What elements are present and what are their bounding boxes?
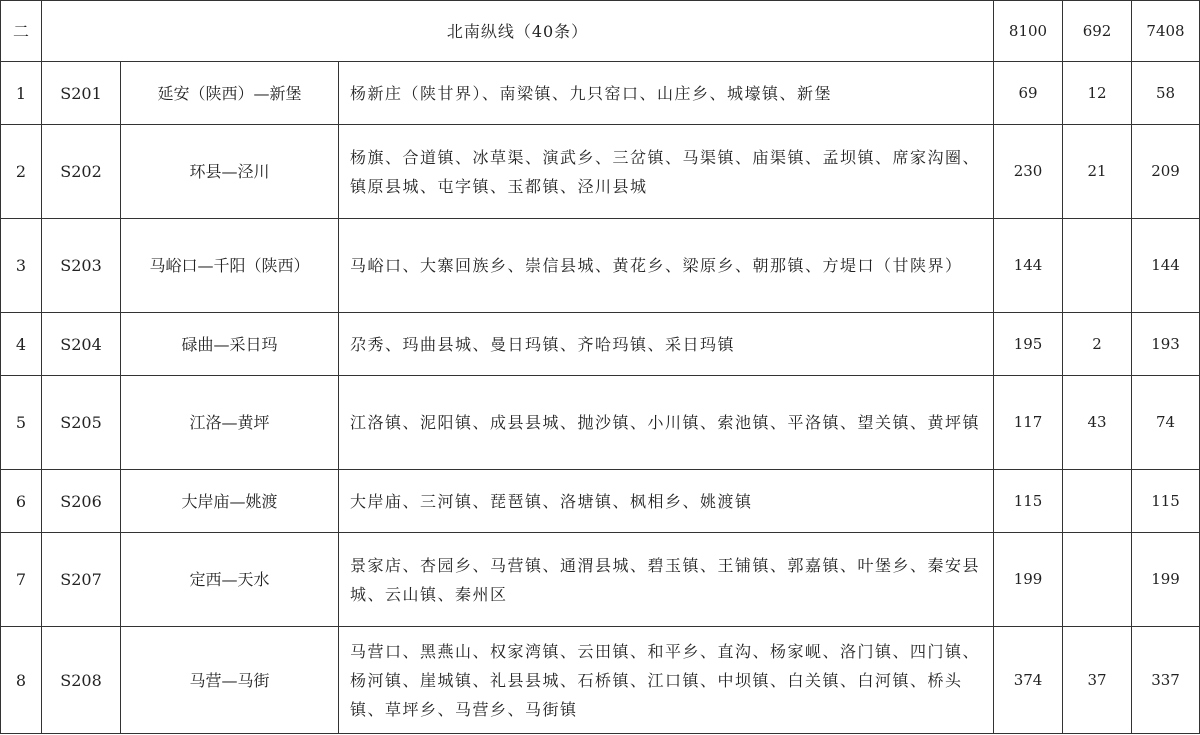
row-number: 5 <box>1 376 42 470</box>
section-title: 北南纵线（40条） <box>42 1 994 62</box>
road-name: 江洛—黄坪 <box>121 376 339 470</box>
road-code: S202 <box>42 125 121 219</box>
road-part-a <box>1063 219 1132 313</box>
road-code: S205 <box>42 376 121 470</box>
road-route: 大岸庙、三河镇、琵琶镇、洛塘镇、枫相乡、姚渡镇 <box>339 470 994 533</box>
road-part-a: 12 <box>1063 62 1132 125</box>
road-name: 延安（陕西）—新堡 <box>121 62 339 125</box>
row-number: 2 <box>1 125 42 219</box>
table-row <box>1 62 1200 125</box>
row-number: 7 <box>1 533 42 627</box>
road-route: 杨旗、合道镇、冰草渠、演武乡、三岔镇、马渠镇、庙渠镇、孟坝镇、席家沟圈、镇原县城、屯字镇、玉都镇、泾川县城 <box>339 125 994 219</box>
section-total: 8100 <box>994 1 1063 62</box>
road-total: 230 <box>994 125 1063 219</box>
section-part-a: 692 <box>1063 1 1132 62</box>
road-total: 115 <box>994 470 1063 533</box>
road-route: 尕秀、玛曲县城、曼日玛镇、齐哈玛镇、采日玛镇 <box>339 313 994 376</box>
road-route: 杨新庄（陕甘界）、南梁镇、九只窑口、山庄乡、城壕镇、新堡 <box>339 62 994 125</box>
table-row <box>1 533 1200 627</box>
section-index: 二 <box>1 1 42 62</box>
table-row <box>1 125 1200 219</box>
road-total: 374 <box>994 627 1063 734</box>
row-number: 3 <box>1 219 42 313</box>
road-route: 马峪口、大寨回族乡、崇信县城、黄花乡、梁原乡、朝那镇、方堤口（甘陕界） <box>339 219 994 313</box>
road-part-a <box>1063 533 1132 627</box>
row-number: 4 <box>1 313 42 376</box>
road-part-b: 74 <box>1132 376 1200 470</box>
road-name: 碌曲—采日玛 <box>121 313 339 376</box>
road-part-a: 37 <box>1063 627 1132 734</box>
road-code: S206 <box>42 470 121 533</box>
road-code: S208 <box>42 627 121 734</box>
road-total: 144 <box>994 219 1063 313</box>
table-row <box>1 627 1200 734</box>
section-header-row <box>1 1 1200 62</box>
table-row <box>1 376 1200 470</box>
section-part-b: 7408 <box>1132 1 1200 62</box>
road-part-b: 337 <box>1132 627 1200 734</box>
road-name: 定西—天水 <box>121 533 339 627</box>
road-total: 117 <box>994 376 1063 470</box>
road-route: 马营口、黑燕山、权家湾镇、云田镇、和平乡、直沟、杨家岘、洛门镇、四门镇、杨河镇、崖城镇、礼县县城、石桥镇、江口镇、中坝镇、白关镇、白河镇、桥头镇、草坪乡、马营乡、马街镇 <box>339 627 994 734</box>
row-number: 6 <box>1 470 42 533</box>
road-code: S204 <box>42 313 121 376</box>
road-name: 马营—马街 <box>121 627 339 734</box>
road-part-a: 43 <box>1063 376 1132 470</box>
road-code: S203 <box>42 219 121 313</box>
table-row <box>1 470 1200 533</box>
road-code: S201 <box>42 62 121 125</box>
road-code: S207 <box>42 533 121 627</box>
road-part-a <box>1063 470 1132 533</box>
road-part-a: 2 <box>1063 313 1132 376</box>
road-route: 景家店、杏园乡、马营镇、通渭县城、碧玉镇、王铺镇、郭嘉镇、叶堡乡、秦安县城、云山镇、秦州区 <box>339 533 994 627</box>
row-number: 8 <box>1 627 42 734</box>
road-part-b: 193 <box>1132 313 1200 376</box>
table-row <box>1 313 1200 376</box>
road-total: 195 <box>994 313 1063 376</box>
road-part-b: 209 <box>1132 125 1200 219</box>
road-name: 环县—泾川 <box>121 125 339 219</box>
table-row <box>1 219 1200 313</box>
road-part-b: 144 <box>1132 219 1200 313</box>
road-name: 大岸庙—姚渡 <box>121 470 339 533</box>
road-name: 马峪口—千阳（陕西） <box>121 219 339 313</box>
road-total: 69 <box>994 62 1063 125</box>
road-part-b: 199 <box>1132 533 1200 627</box>
row-number: 1 <box>1 62 42 125</box>
road-total: 199 <box>994 533 1063 627</box>
road-part-b: 115 <box>1132 470 1200 533</box>
road-route: 江洛镇、泥阳镇、成县县城、抛沙镇、小川镇、索池镇、平洛镇、望关镇、黄坪镇 <box>339 376 994 470</box>
road-part-a: 21 <box>1063 125 1132 219</box>
road-part-b: 58 <box>1132 62 1200 125</box>
